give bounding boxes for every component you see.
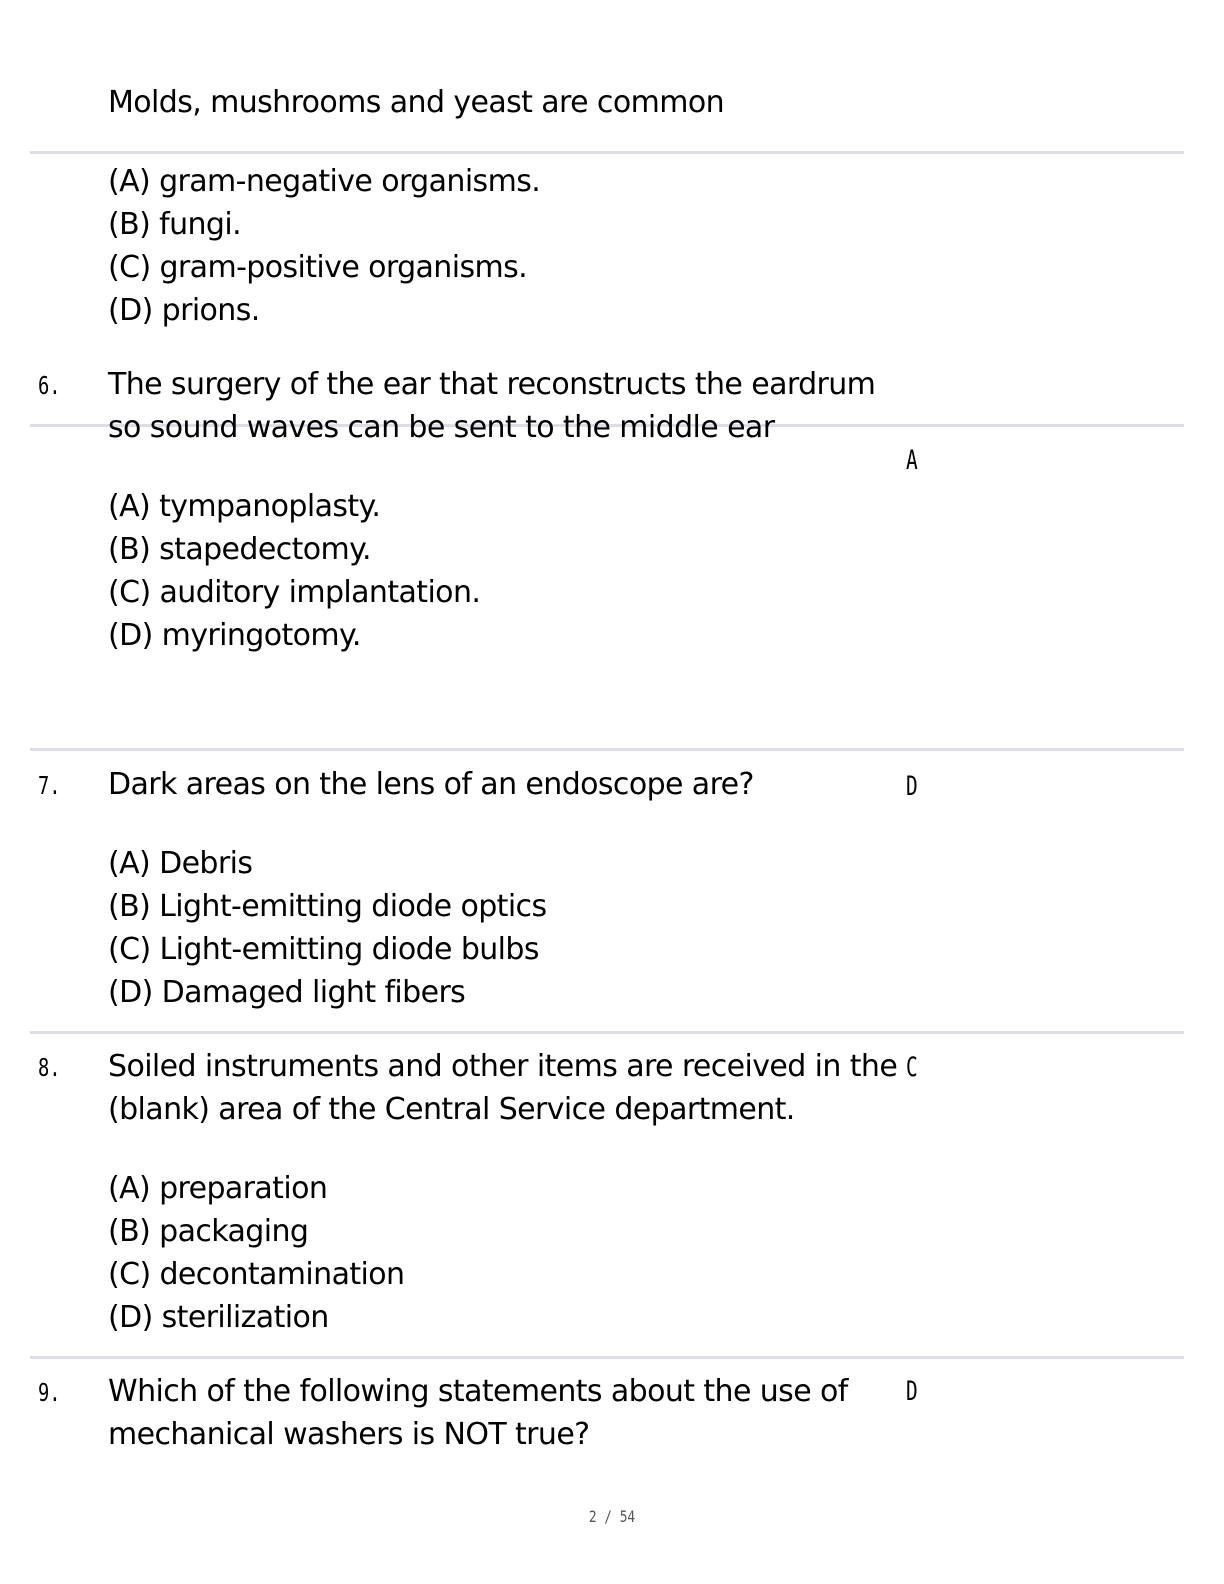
q6-number: 6. <box>38 371 61 400</box>
q7-answer: D <box>906 771 918 802</box>
q6-option-a: (A) tympanoplasty. <box>108 489 381 524</box>
q8-stem-line-1: Soiled instruments and other items are received in the <box>108 1049 898 1084</box>
q8-option-b: (B) packaging <box>108 1214 309 1249</box>
divider <box>30 151 1184 154</box>
q6-stem-line-1: The surgery of the ear that reconstructs the eardrum <box>108 367 876 402</box>
q8-option-d: (D) sterilization <box>108 1300 329 1335</box>
q6-option-b: (B) stapedectomy. <box>108 532 371 567</box>
q5-option-c: (C) gram-positive organisms. <box>108 250 528 285</box>
q8-answer: C <box>906 1052 918 1083</box>
q5-option-b: (B) fungi. <box>108 207 242 242</box>
q7-stem-line-1: Dark areas on the lens of an endoscope are? <box>108 767 754 802</box>
q7-option-b: (B) Light-emitting diode optics <box>108 889 547 924</box>
q8-stem-line-2: (blank) area of the Central Service department. <box>108 1092 795 1127</box>
q6-option-d: (D) myringotomy. <box>108 618 361 653</box>
divider <box>30 1031 1184 1034</box>
q9-answer: D <box>906 1376 918 1407</box>
q6-option-c: (C) auditory implantation. <box>108 575 481 610</box>
q9-number: 9. <box>38 1378 61 1407</box>
page-indicator: 2 / 54 <box>588 1507 636 1526</box>
q7-option-d: (D) Damaged light fibers <box>108 975 466 1010</box>
q8-option-c: (C) decontamination <box>108 1257 405 1292</box>
q5-option-a: (A) gram-negative organisms. <box>108 164 541 199</box>
q9-stem-line-2: mechanical washers is NOT true? <box>108 1417 590 1452</box>
q7-option-a: (A) Debris <box>108 846 253 881</box>
divider <box>30 1356 1184 1359</box>
q7-option-c: (C) Light-emitting diode bulbs <box>108 932 539 967</box>
divider <box>30 748 1184 751</box>
q8-number: 8. <box>38 1053 61 1082</box>
q6-stem-line-2: so sound waves can be sent to the middle ear <box>108 410 775 445</box>
q5-stem: Molds, mushrooms and yeast are common <box>108 85 724 120</box>
q9-stem-line-1: Which of the following statements about the use of <box>108 1374 848 1409</box>
q7-number: 7. <box>38 771 61 800</box>
q5-option-d: (D) prions. <box>108 293 260 328</box>
q8-option-a: (A) preparation <box>108 1171 328 1206</box>
q6-answer: A <box>906 445 918 476</box>
